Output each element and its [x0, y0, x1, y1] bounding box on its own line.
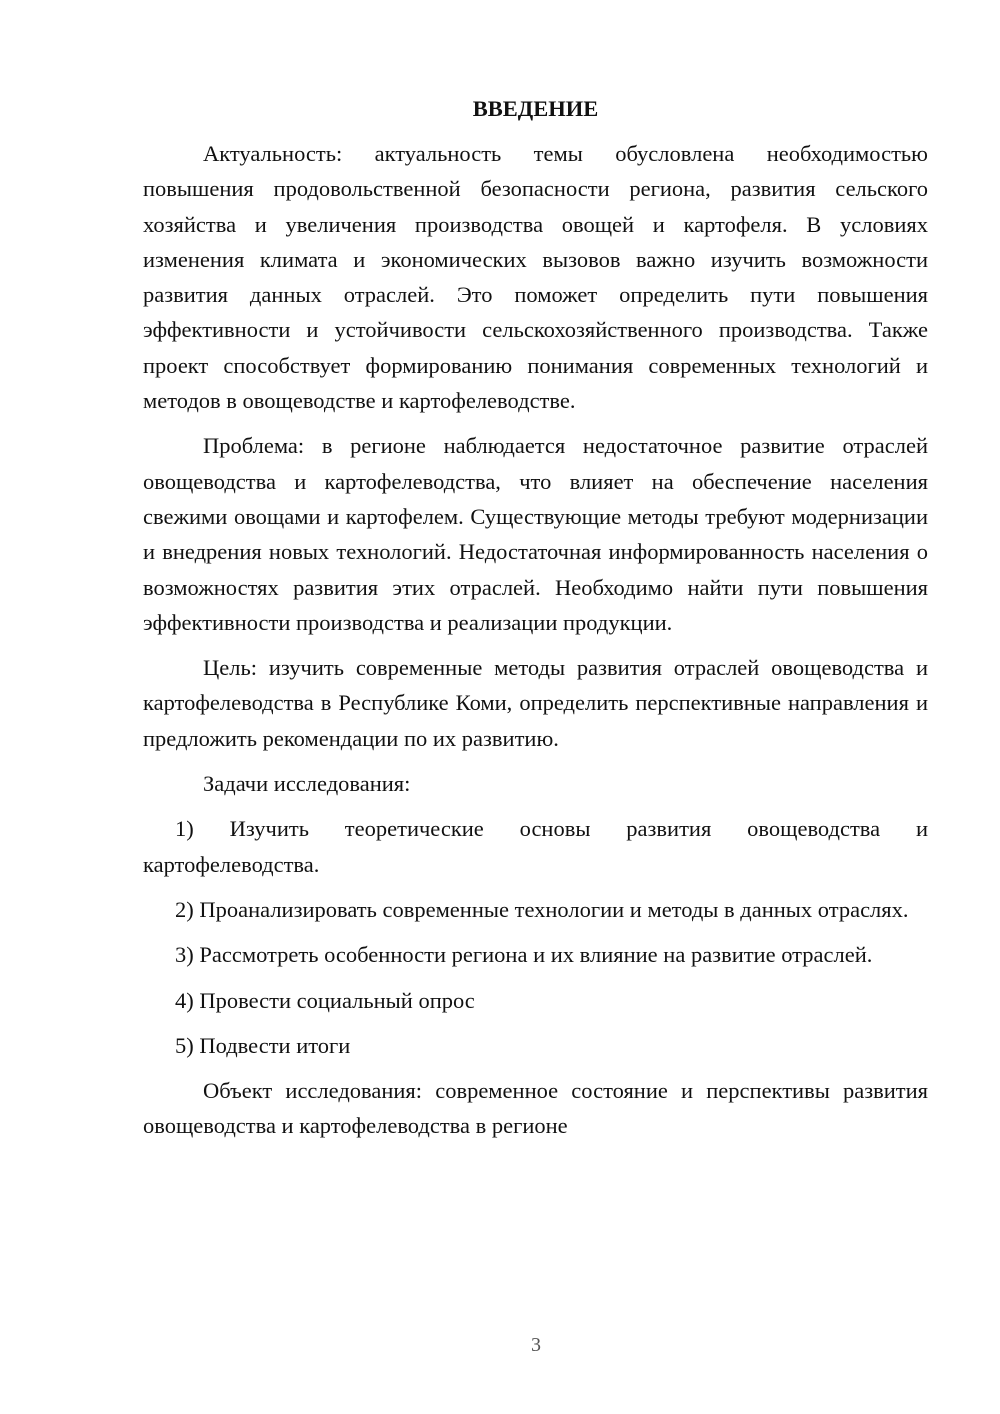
page-number: 3	[531, 1334, 541, 1356]
task-item-5: 5) Подвести итоги	[175, 1032, 351, 1058]
task-item-2: 2) Проанализировать современные технологии и методы в данных отраслях.	[175, 896, 909, 922]
object-paragraph: Объект исследования: современное состояние и перспективы развития овощеводства и картофелеводства в регионе	[143, 1078, 928, 1139]
task-item-4: 4) Провести социальный опрос	[175, 987, 475, 1013]
tasks-heading: Задачи исследования:	[203, 771, 411, 797]
problem-paragraph: Проблема: в регионе наблюдается недостаточное развитие отраслей овощеводства и картофелеводства, что влияет на обеспечение населения свежими овощами и картофелем. Существующие методы требуют модернизации и внедрения новых технологий. Недостаточная информированность населения о возможностях развития этих отраслей. Необходимо найти пути повышения эффективности производства и реализации продукции.	[143, 433, 928, 635]
task-item-1: 1) Изучить теоретические основы развития овощеводства и картофелеводства.	[143, 816, 928, 877]
document-body	[143, 94, 928, 1154]
goal-paragraph: Цель: изучить современные методы развития отраслей овощеводства и картофелеводства в Республике Коми, определить перспективные направления и предложить рекомендации по их развитию.	[143, 655, 928, 751]
page-title: ВВЕДЕНИЕ	[472, 96, 599, 121]
task-item-3: 3) Рассмотреть особенности региона и их влияние на развитие отраслей.	[175, 942, 873, 968]
relevance-paragraph: Актуальность: актуальность темы обусловлена необходимостью повышения продовольственной безопасности региона, развития сельского хозяйства и увеличения производства овощей и картофеля. В условиях изменения климата и экономических вызовов важно изучить возможности развития данных отраслей. Это поможет определить пути повышения эффективности и устойчивости сельскохозяйственного производства. Также проект способствует формированию понимания современных технологий и методов в овощеводстве и картофелеводстве.	[143, 141, 928, 414]
